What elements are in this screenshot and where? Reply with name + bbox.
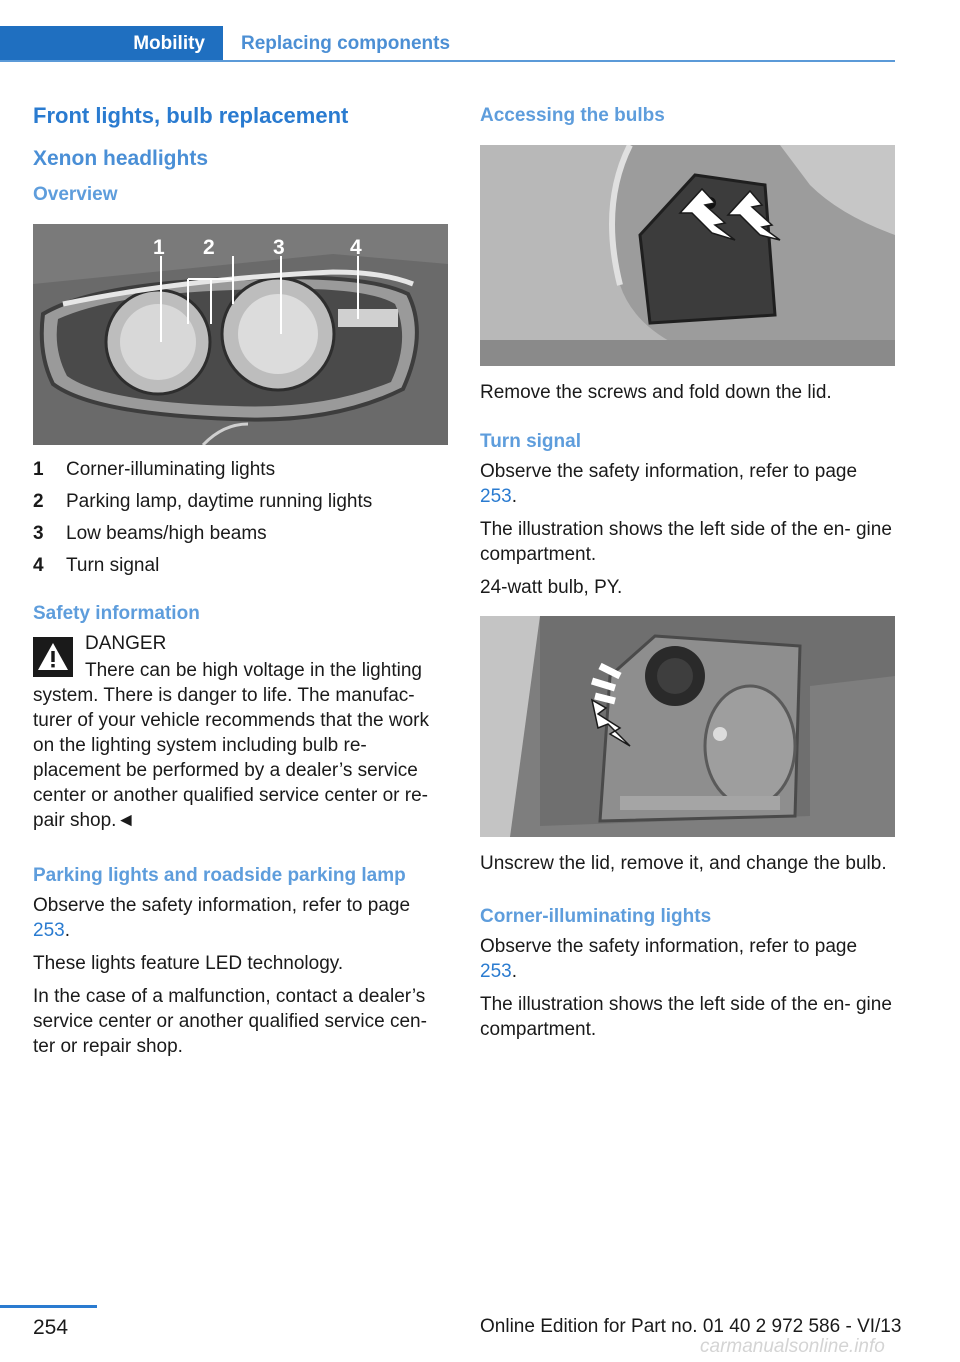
page-ref-link[interactable]: 253 [480,486,512,507]
callout-legend [33,457,448,585]
safety-heading: Safety information [33,603,200,624]
left-column [33,100,448,1059]
section-title-xenon: Xenon headlights [33,147,209,170]
parking-lights-heading: Parking lights and roadside parking lamp [33,865,406,886]
headlight-overview-image [33,224,448,445]
corner-illustration-text: The illustration shows the left side of the en- gine compartment. [480,994,892,1040]
turn-signal-bulb-image [480,616,895,837]
online-edition-note: Online Edition for Part no. 01 40 2 972 586 - VI/13 [480,1316,902,1337]
right-column [480,100,895,1042]
corner-lights-heading: Corner-illuminating lights [480,906,712,927]
turn-signal-heading: Turn signal [480,431,581,452]
danger-notice [33,631,448,833]
turn-illustration-text: The illustration shows the left side of the en- gine compartment. [480,519,892,565]
legend-item: 2 Parking lamp, daytime running lights [33,491,373,512]
unscrew-text: Unscrew the lid, remove it, and change the bulb. [480,853,887,874]
footer-divider [0,1305,97,1308]
turn-bulb-spec: 24-watt bulb, PY. [480,577,623,598]
legend-item: 1 Corner-illuminating lights [33,459,276,480]
callout-3: 3 [273,236,285,259]
legend-item: 3 Low beams/high beams [33,523,267,544]
parking-safety-ref: Observe the safety information, refer to page 253. [33,895,411,941]
turn-safety-ref: Observe the safety information, refer to page 253. [480,461,858,507]
danger-title: DANGER [85,633,167,654]
page-ref-link[interactable]: 253 [33,920,65,941]
page-title: Front lights, bulb replacement [33,103,349,128]
callout-4: 4 [350,236,362,259]
engine-compartment-lid-image [480,145,895,366]
overview-heading: Overview [33,184,118,205]
parking-malfunction-text: In the case of a malfunction, contact a dealer’s service center or another qualified service cen- ter or repair shop. [33,986,427,1057]
tab-mobility[interactable]: Mobility [0,26,223,61]
legend-item: 4 Turn signal [33,555,160,576]
warning-triangle-icon [33,637,73,677]
parking-led-text: These lights feature LED technology. [33,953,344,974]
header-divider [0,60,895,62]
callout-1: 1 [153,236,165,259]
callout-2: 2 [203,236,215,259]
page-ref-link[interactable]: 253 [480,961,512,982]
accessing-bulbs-text: Remove the screws and fold down the lid. [480,382,832,403]
page-number: 254 [33,1316,69,1339]
accessing-bulbs-heading: Accessing the bulbs [480,105,665,126]
watermark: carmanualsonline.info [700,1336,885,1357]
tab-replacing-components[interactable]: Replacing components [241,33,451,54]
corner-safety-ref: Observe the safety information, refer to page 253. [480,936,858,982]
danger-text: There can be high voltage in the lighting system. There is danger to life. The manufac- turer of your vehicle recommends that the work on the lighting system including bulb re- placement be performed by a dealer’s service center or another qualified service center or re- pair shop.◄ [33,660,430,831]
